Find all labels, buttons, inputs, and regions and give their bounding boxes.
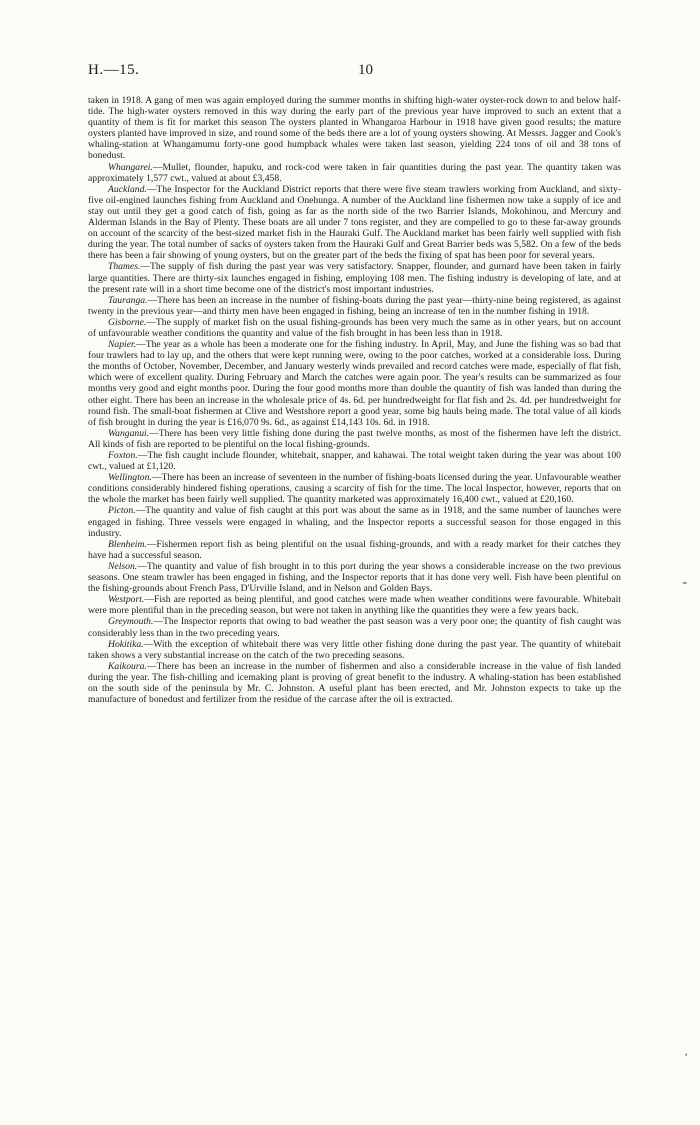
place-heading: Wellington. bbox=[108, 472, 152, 484]
place-heading: Westport. bbox=[108, 594, 145, 606]
paragraph-kaikoura: Kaikoura.—There has been an increase in the number of fishermen and also a considerable increase in the value of fish landed during the year. The fish-chilling and icemaking plant is proving of great benefit to the industry. A whaling-station has been established on the south side of the peninsula by Mr. C. Johnston. A useful plant has been erected, and Mr. Johnston expects to take up the manufacture of bonedust and fertilizer from the residue of the carcase after the oil is extracted. bbox=[88, 660, 621, 706]
paragraph-westport: Westport.—Fish are reported as being plentiful, and good catches were made when weather conditions were favourable. Whitebait were more plentiful than in the preceding season, but were not taken in anything like the quantities they were a few years back. bbox=[88, 594, 621, 617]
page-number: 10 bbox=[358, 62, 373, 78]
paragraph-greymouth: Greymouth.—The Inspector reports that owing to bad weather the past season was a very poor one; the quantity of fish caught was considerably less than in the two preceding years. bbox=[88, 616, 621, 639]
place-heading: Picton. bbox=[108, 505, 136, 517]
paragraph-blenheim: Blenheim.—Fishermen report fish as being plentiful on the usual fishing-grounds, and with a ready market for their catches they have had a successful season. bbox=[88, 538, 621, 561]
page-header bbox=[88, 62, 618, 82]
report-code: H.—15. bbox=[88, 62, 140, 78]
place-heading: Hokitika. bbox=[108, 638, 144, 650]
paragraph-gisborne: Gisborne.—The supply of market fish on the usual fishing-grounds has been very much the same as in other years, but on account of unfavourable weather conditions the quantity and value of the fish brought in has been less than in 1918. bbox=[88, 316, 621, 339]
paragraph-auckland: Auckland.—The Inspector for the Auckland District reports that there were five steam trawlers working from Auckland, and sixty-five oil-engined launches fishing from Auckland and Onehunga. A number of the Auckland line fishermen now take a supply of ice and stay out until they get a good catch of fish, going as far as the north side of the two Barrier Islands, Mokohinou, and Mercury and Alderman Islands in the Bay of Plenty. These boats are all under 7 tons register, and they are compelled to go to these far-away grounds on account of the scarcity of the best-sized market fish in the Hauraki Gulf. The Auckland market has been fairly well supplied with fish during the year. The total number of sacks of oysters taken from the Hauraki Gulf and Great Barrier beds was 5,582. On a few of the beds there has been a fair showing of young oysters, but on the greater part of the beds the fixing of spat has been poor for several years. bbox=[88, 183, 621, 262]
paragraph-picton: Picton.—The quantity and value of fish caught at this port was about the same as in 1918, and the same number of launches were engaged in fishing. Three vessels were engaged in whaling, and the Inspector reports a successful season for those engaged in this industry. bbox=[88, 505, 621, 539]
place-heading: Blenheim. bbox=[108, 538, 147, 550]
place-heading: Napier. bbox=[108, 339, 137, 351]
place-heading: Foxton. bbox=[108, 450, 138, 461]
place-heading: Wanganui. bbox=[108, 427, 150, 439]
body-text bbox=[88, 95, 621, 705]
place-heading: Auckland. bbox=[108, 183, 147, 195]
paragraph-tauranga: Tauranga.—There has been an increase in the number of fishing-boats during the past year—thirty-nine being registered, as against twenty in the previous year—and thirty men have been engaged in fishing, being an increase of ten in the number fishing in 1918. bbox=[88, 294, 621, 317]
paragraph-foxton: Foxton.—The fish caught include flounder, whitebait, snapper, and kahawai. The total weight taken during the year was about 100 cwt., valued at £1,120. bbox=[88, 450, 621, 473]
paragraph-hokitika: Hokitika.—With the exception of whitebait there was very little other fishing done during the past year. The quantity of whitebait taken shows a very substantial increase on the catch of the two preceding seasons. bbox=[88, 638, 621, 661]
place-heading: Nelson. bbox=[108, 560, 138, 572]
paragraph-wellington: Wellington.—There has been an increase of seventeen in the number of fishing-boats licensed during the year. Unfavourable weather conditions considerably hindered fishing operations, causing a scarcity of fish for the time. The local Inspector, however, reports that on the whole the market has been fairly well supplied. The quantity marketed was approximately 16,400 cwt., valued at £20,160. bbox=[88, 472, 621, 506]
place-heading: Greymouth. bbox=[108, 616, 154, 628]
place-heading: Gisborne. bbox=[108, 316, 147, 328]
place-heading: Tauranga. bbox=[108, 294, 148, 306]
paragraph-thames: Thames.—The supply of fish during the past year was very satisfactory. Snapper, flounder, and gurnard have been taken in fairly large quantities. There are thirty-six launches engaged in fishing, employing 108 men. The fishing industry is developing of late, and at the present rate will in a short time become one of the district's most important industries. bbox=[88, 261, 621, 295]
paragraph-whangarei: Whangarei.—Mullet, flounder, hapuku, and rock-cod were taken in fair quantities during the past year. The quantity taken was approximately 1,577 cwt., valued at about £3,458. bbox=[88, 161, 621, 184]
paragraph-wanganui: Wanganui.—There has been very little fishing done during the past twelve months, as most of the fishermen have left the district. All kinds of fish are reported to be plentiful on the local fishing-grounds. bbox=[88, 427, 621, 450]
paragraph-nelson: Nelson.—The quantity and value of fish brought in to this port during the year shows a considerable increase on the two previous seasons. One steam trawler has been engaged in fishing, and the Inspector reports that it has done very well. Fish have been plentiful on the fishing-grounds about French Pass, D'Urville Island, and in Nelson and Golden Bays. bbox=[88, 560, 621, 595]
place-heading: Thames. bbox=[108, 261, 141, 273]
margin-scan-mark: ′ bbox=[685, 1050, 688, 1064]
margin-scan-mark: ╴ bbox=[683, 576, 691, 590]
place-heading: Kaikoura. bbox=[108, 660, 147, 672]
paragraph-napier: Napier.—The year as a whole has been a moderate one for the fishing industry. In April, May, and June the fishing was so bad that four trawlers had to lay up, and the others that were kept running were, owing to the poor catches, worked at a considerable loss. During the months of October, November, December, and January westerly winds prevailed and record catches were made, especially of flat fish, which were of excellent quality. During February and March the catches were again poor. The year's results can be summarized as four months very good and eight months poor. During the four good months more than double the quantity of fish was landed than during the other eight. There has been an increase in the wholesale price of 4s. 6d. per hundredweight for flat fish and 2s. 4d. per hundredweight for round fish. The small-boat fishermen at Clive and Westshore report a good year, some big hauls being made. The total value of all kinds of fish brought in during the year is £16,070 9s. 6d., as against £14,143 10s. 6d. in 1918. bbox=[88, 339, 621, 428]
paragraph-continuation: taken in 1918. A gang of men was again employed during the summer months in shifting high-water oyster-rock down to and below half-tide. The high-water oysters removed in this way during the early part of the previous year have improved to such an extent that a quantity of them is fit for market this season The oysters planted in Whangaroa Harbour in 1918 have given good results; the mature oysters planted have improved in size, and round some of the beds there are a lot of young oysters showing. At Messrs. Jagger and Cook's whaling-station at Whangamumu forty-one good humpback whales were taken last season, yielding 224 tons of oil and 38 tons of bonedust. bbox=[88, 95, 621, 162]
place-heading: Whangarei. bbox=[108, 161, 153, 173]
